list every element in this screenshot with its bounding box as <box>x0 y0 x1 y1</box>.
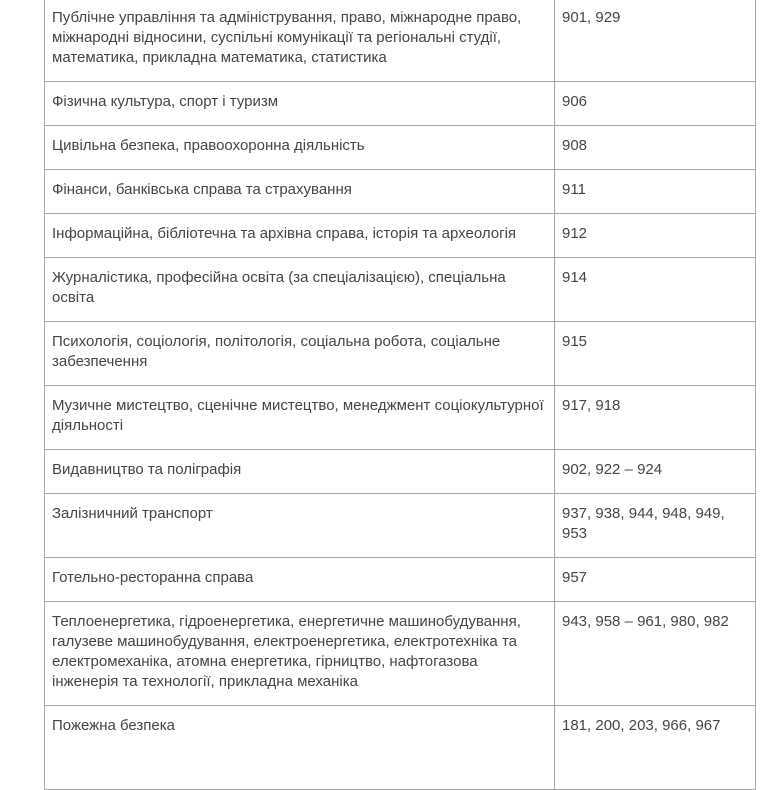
codes-cell: 917, 918 <box>555 386 756 450</box>
table-row <box>45 82 756 126</box>
table-row <box>45 386 756 450</box>
table-row <box>45 602 756 706</box>
specialty-cell: Теплоенергетика, гідроенергетика, енергетичне машинобудування, галузеве машинобудування, електроенергетика, електротехніка та електромеханіка, атомна енергетика, гірництво, нафтогазова інженерія та технології, прикладна механіка <box>45 602 555 706</box>
table-row <box>45 494 756 558</box>
codes-cell: 943, 958 – 961, 980, 982 <box>555 602 756 706</box>
specialty-cell: Пожежна безпека <box>45 706 555 790</box>
table-row <box>45 558 756 602</box>
table-row <box>45 0 756 82</box>
specialty-codes-table <box>44 0 756 790</box>
specialty-cell: Фізична культура, спорт і туризм <box>45 82 555 126</box>
table-row <box>45 322 756 386</box>
table-row <box>45 126 756 170</box>
specialty-cell: Публічне управління та адміністрування, право, міжнародне право, міжнародні відносини, суспільні комунікації та регіональні студії, математика, прикладна математика, статистика <box>45 0 555 82</box>
specialty-cell: Журналістика, професійна освіта (за спеціалізацією), спеціальна освіта <box>45 258 555 322</box>
specialty-cell: Залізничний транспорт <box>45 494 555 558</box>
specialty-cell: Видавництво та поліграфія <box>45 450 555 494</box>
table-row <box>45 450 756 494</box>
specialty-cell: Цивільна безпека, правоохоронна діяльність <box>45 126 555 170</box>
codes-cell: 911 <box>555 170 756 214</box>
specialty-cell: Музичне мистецтво, сценічне мистецтво, менеджмент соціокультурної діяльності <box>45 386 555 450</box>
codes-cell: 912 <box>555 214 756 258</box>
codes-cell: 908 <box>555 126 756 170</box>
codes-cell: 957 <box>555 558 756 602</box>
specialty-cell: Інформаційна, бібліотечна та архівна справа, історія та археологія <box>45 214 555 258</box>
specialty-cell: Готельно-ресторанна справа <box>45 558 555 602</box>
table-row <box>45 214 756 258</box>
codes-cell: 181, 200, 203, 966, 967 <box>555 706 756 790</box>
codes-cell: 937, 938, 944, 948, 949, 953 <box>555 494 756 558</box>
codes-cell: 915 <box>555 322 756 386</box>
specialty-cell: Психологія, соціологія, політологія, соціальна робота, соціальне забезпечення <box>45 322 555 386</box>
table-row <box>45 258 756 322</box>
codes-cell: 906 <box>555 82 756 126</box>
specialty-cell: Фінанси, банківська справа та страхування <box>45 170 555 214</box>
codes-cell: 914 <box>555 258 756 322</box>
table-row <box>45 170 756 214</box>
codes-cell: 902, 922 – 924 <box>555 450 756 494</box>
codes-cell: 901, 929 <box>555 0 756 82</box>
